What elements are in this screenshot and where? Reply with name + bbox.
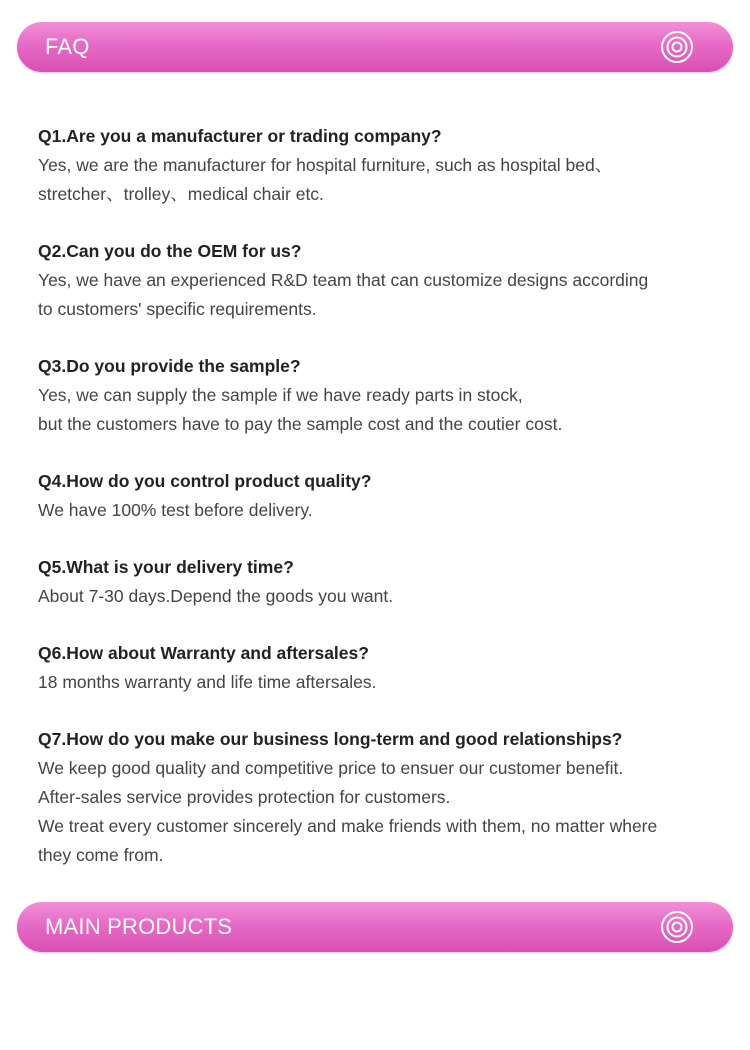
faq-answer-line: 18 months warranty and life time aftersales.: [38, 672, 377, 692]
faq-answer-line: Yes, we are the manufacturer for hospital furniture, such as hospital bed、: [38, 155, 613, 175]
faq-question: Q6.How about Warranty and aftersales?: [38, 643, 369, 663]
faq-question: Q7.How do you make our business long-term and good relationships?: [38, 729, 623, 749]
main-products-banner-title: MAIN PRODUCTS: [45, 914, 233, 939]
faq-banner: [17, 22, 733, 72]
faq-list: [38, 122, 728, 898]
faq-answer-line: We treat every customer sincerely and make friends with them, no matter where: [38, 816, 658, 836]
faq-question: Q3.Do you provide the sample?: [38, 356, 301, 376]
concentric-circles-icon: [659, 29, 695, 65]
faq-answer-line: About 7-30 days.Depend the goods you want.: [38, 586, 394, 606]
main-products-banner: [17, 902, 733, 952]
faq-question: Q4.How do you control product quality?: [38, 471, 372, 491]
faq-answer-line: Yes, we can supply the sample if we have ready parts in stock,: [38, 385, 523, 405]
faq-question: Q1.Are you a manufacturer or trading company?: [38, 126, 442, 146]
faq-item: [38, 122, 728, 209]
faq-item: [38, 237, 728, 324]
faq-answer-line: stretcher、trolley、medical chair etc.: [38, 184, 324, 204]
faq-item: [38, 553, 728, 611]
faq-item: [38, 639, 728, 697]
faq-answer-line: Yes, we have an experienced R&D team that can customize designs according: [38, 270, 649, 290]
faq-question: Q2.Can you do the OEM for us?: [38, 241, 302, 261]
faq-answer-line: they come from.: [38, 845, 164, 865]
faq-answer-line: but the customers have to pay the sample cost and the coutier cost.: [38, 414, 563, 434]
faq-item: [38, 467, 728, 525]
faq-answer-line: We keep good quality and competitive price to ensuer our customer benefit.: [38, 758, 624, 778]
faq-item: [38, 725, 728, 870]
faq-question: Q5.What is your delivery time?: [38, 557, 294, 577]
faq-answer-line: to customers' specific requirements.: [38, 299, 317, 319]
faq-item: [38, 352, 728, 439]
faq-answer-line: We have 100% test before delivery.: [38, 500, 313, 520]
faq-answer-line: After-sales service provides protection for customers.: [38, 787, 451, 807]
concentric-circles-icon: [659, 909, 695, 945]
faq-banner-title: FAQ: [45, 34, 90, 59]
